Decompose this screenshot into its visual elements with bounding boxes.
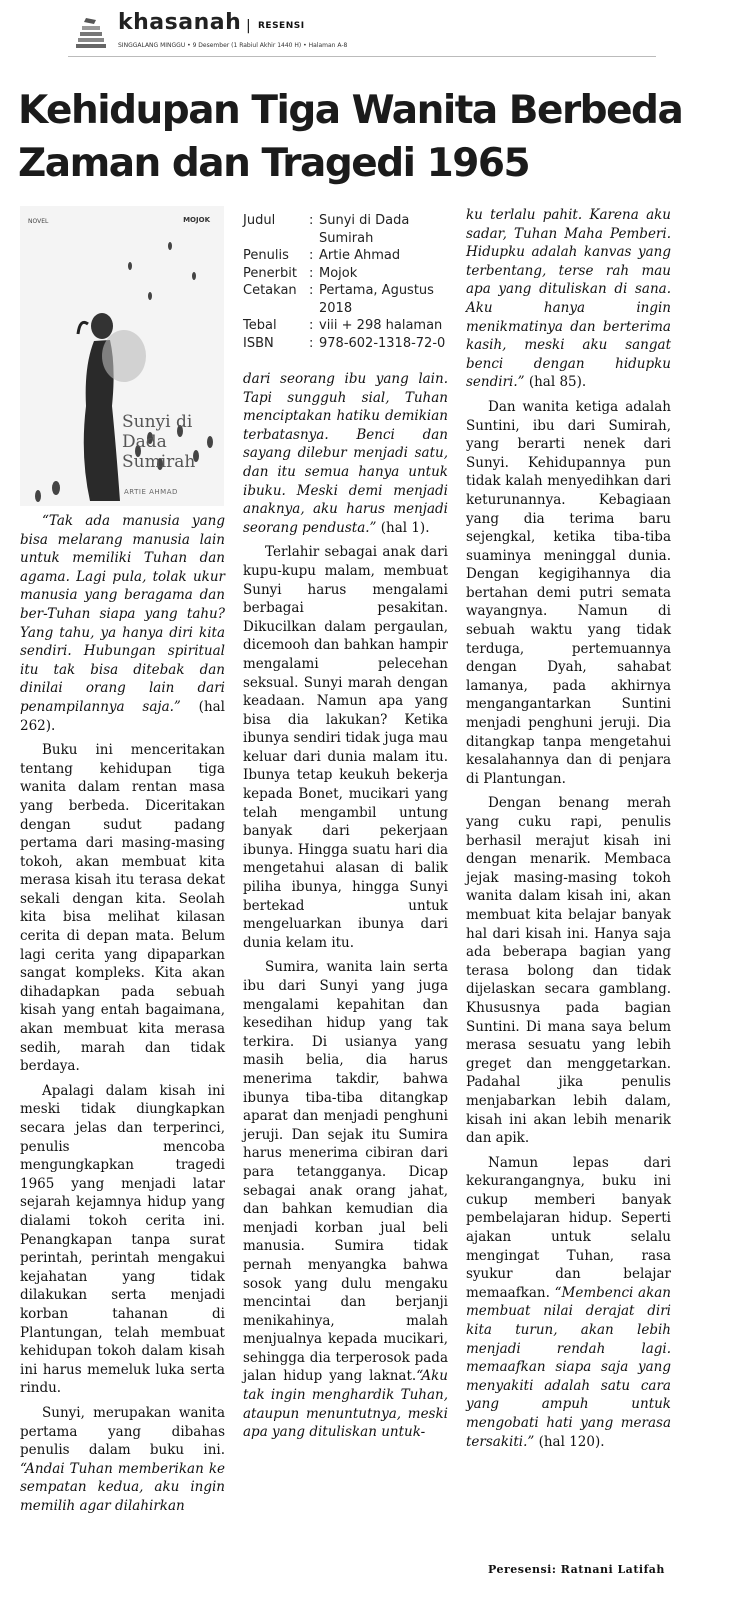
paragraph-text: Sumira, wanita lain serta ibu dari Sunyi yang juga mengalami kepahitan dan kesedihan hidup yang tak terkira. Di usianya yang masih belia, dia harus menerima takdir, bahwa ibunya tiba-tiba ditangkap aparat dan menjadi penghuni jeruji. Dan sejak itu Sumira harus menerima cibiran dari para tetangganya. Dicap sebagai anak orang jahat, dan bahkan kemudian dia menjadi korban jual beli manusia. Sumira tidak pernah menyangka bahwa sosok yang dulu mengaku mencintai dan berjanji menikahinya, malah menjualnya kepada mucikari, sehingga dia terperosok pada jalan hidup yang laknat.	[243, 959, 448, 1385]
header-separator: |	[246, 18, 251, 34]
quote: “Tak ada manusia yang bisa melarang manusia lain untuk memiliki Tuhan dan agama. Lagi pula, tolak ukur manusia yang beragama dan ber-Tuhan siapa yang tahu? Yang tahu, ya hanya diri kita sendiri. Hubungan spiritual itu tak bisa ditebak dan dinilai orang lain dari penampilannya saja.”	[20, 513, 225, 715]
info-row: Penerbit : Mojok	[243, 265, 358, 281]
quote: dari seorang ibu yang lain. Tapi sungguh sial, Tuhan menciptakan hatiku demikian terbatasnya. Benci dan sayang dilebur menjadi satu, dan itu semua hanya untuk ibuku. Meski demi menjadi anaknya, aku harus menjadi seorang pendusta.”	[243, 371, 448, 536]
info-value: Pertama, Agustus 2018	[319, 283, 434, 316]
paragraph: Terlahir sebagai anak dari kupu-kupu malam, membuat Sunyi harus mengalami berbagai pesakitan. Dikucilkan dalam pergaulan, dicemooh dan bahkan hampir mengalami pelecehan seksual. Sunyi marah dengan keadaan. Namun apa yang bisa dia lakukan? Ketika ibunya sendiri tidak juga mau keluar dari dunia malam itu. Ibunya tetap keukuh bekerja kepada Bonet, mucikari yang telah mengambil untung banyak dari pekerjaan ibunya. Hingga suatu hari dia mengetahui alasan di balik piliha ibunya, hingga Sunyi bertekad untuk mengeluarkan ibunya dari dunia kelam itu.	[243, 544, 448, 951]
quote: “Aku tak ingin menghardik Tuhan, ataupun menuntutnya, meski apa yang dituliskan untuk-	[243, 1368, 448, 1441]
info-label: Judul	[243, 213, 276, 228]
info-row: Tebal : viii + 298 halaman	[243, 318, 443, 333]
cover-author: ARTIE AHMAD	[124, 488, 178, 496]
cover-publisher: MOJOK	[183, 216, 210, 224]
info-value: Sunyi di Dada Sumirah	[319, 213, 410, 246]
info-row: Cetakan : Pertama, Agustus 2018	[243, 282, 448, 317]
paragraph: Dan wanita ketiga adalah Suntini, ibu dari Sumirah, yang berarti nenek dari Sunyi. Kehidupannya pun tidak kalah menyedihkan dari keturunannya. Kebagiaan yang dia terima baru sejengkal, ketika tiba-tiba suaminya meninggal dunia. Dengan kegigihannya dia bertahan demi putri semata wayangnya. Namun di sebuah waktu yang tidak terduga, pertemuannya dengan Dyah, sahabat lamanya, pada akhirnya mengangantarkan Suntini menjadi penghuni jeruji. Dia ditangkap tanpa mengetahui kesalahannya dan di penjara di Plantungan.	[466, 398, 671, 787]
info-value: Mojok	[319, 265, 358, 281]
paragraph	[243, 958, 448, 1441]
info-label: Penulis	[243, 248, 289, 263]
paragraph	[243, 370, 448, 537]
info-label: Cetakan	[243, 283, 297, 298]
paragraph	[466, 206, 671, 392]
info-value: 978-602-1318-72-0	[319, 335, 446, 351]
paragraph-text: Namun lepas dari kekurangangnya, buku ini cukup memberi banyak pembelajaran hidup. Seperti ajakan untuk selalu mengingat Tuhan, rasa syukur dan belajar memaafkan.	[466, 1154, 671, 1301]
headline: Kehidupan Tiga Wanita Berbeda Zaman dan Tragedi 1965	[18, 88, 683, 186]
book-cover-image	[20, 206, 224, 506]
citation: (hal 1).	[376, 519, 430, 536]
info-value: viii + 298 halaman	[319, 318, 443, 333]
info-value: Artie Ahmad	[319, 248, 401, 263]
paragraph	[20, 1404, 225, 1516]
info-row: Judul : Sunyi di Dada Sumirah	[243, 212, 448, 247]
info-label: Tebal	[243, 318, 277, 333]
info-label: ISBN	[243, 335, 274, 351]
paragraph-text: Sunyi, merupakan wanita pertama yang dibahas penulis dalam buku ini.	[20, 1404, 225, 1459]
cover-label: NOVEL	[28, 218, 49, 225]
paragraph	[20, 512, 225, 735]
citation: (hal 120).	[534, 1433, 605, 1450]
article-column-1	[20, 512, 225, 1515]
quote: ku terlalu pahit. Karena aku sadar, Tuhan Maha Pemberi. Hidupku adalah kanvas yang terbentang, terse rah mau apa yang dituliskan di sana. Aku hanya ingin menikmatinya dan berterima kasih, meski aku sangat benci dengan hidupku sendiri.”	[466, 207, 671, 391]
info-row: Penulis : Artie Ahmad	[243, 248, 401, 263]
citation: (hal 85).	[524, 374, 587, 391]
issue-line: SINGGALANG MINGGU • 9 Desember (1 Rabiul Akhir 1440 H) • Halaman A-8	[118, 42, 348, 49]
paragraph	[466, 1154, 671, 1452]
reviewer-credit: Peresensi: Ratnani Latifah	[488, 1563, 665, 1576]
quote: “Membenci akan membuat nilai derajat diri kita turun, akan lebih menjadi rendah lagi. memaafkan siapa saja yang menyakiti adalah satu cara yang ampuh untuk mengobati hati yang merasa tersakiti.”	[466, 1284, 671, 1450]
info-label: Penerbit	[243, 265, 297, 281]
paragraph: Buku ini menceritakan tentang kehidupan tiga wanita dalam rentan masa yang berbeda. Diceritakan dengan sudut padang pertama dari masing-masing tokoh, akan membuat kita merasa kisah itu terasa dekat sekali dengan kita. Seolah kita bisa melihat kilasan cerita di depan mata. Belum lagi cerita yang dipaparkan sangat kompleks. Kita akan dihadapkan pada sebuah kisah yang entah bagaimana, akan membuat kita merasa sedih, marah dan tidak berdaya.	[20, 742, 225, 1075]
book-stack-logo-icon	[72, 16, 110, 50]
citation: (hal 262).	[20, 698, 226, 734]
paragraph: Apalagi dalam kisah ini meski tidak diungkapkan secara jelas dan terperinci, penulis mencoba mengungkapkan tragedi 1965 yang menjadi latar sejarah kejamnya hidup yang dialami tokoh cerita ini. Penangkapan tanpa surat perintah, perintah mengakui kejahatan yang tidak dilakukan serta menjadi korban tahanan di Plantungan, telah membuat kehidupan tokoh dalam kisah ini harus memeluk luka serta rindu.	[20, 1082, 225, 1397]
quote: “Andai Tuhan memberikan ke sempatan kedua, aku ingin memilih agar dilahirkan	[20, 1460, 225, 1514]
cover-title: Sunyi di Dada Sumirah	[122, 412, 196, 472]
info-row: ISBN : 978-602-1318-72-0	[243, 335, 446, 351]
page-header	[0, 0, 738, 60]
article-column-2	[243, 370, 448, 1442]
paragraph: Dengan benang merah yang cuku rapi, penulis berhasil merajut kisah ini dengan menarik. Membaca jejak masing-masing tokoh wanita dalam kisah ini, akan membuat kita belajar banyak hal dari kisah ini. Hanya saja ada beberapa bagian yang terasa bolong dan tidak dijelaskan secara gamblang. Khususnya pada bagian Suntini. Di mana saya belum merasa sesuatu yang lebih greget dan menggetarkan. Padahal jika penulis menjabarkan lebih dalam, kisah ini akan lebih menarik dan apik.	[466, 795, 671, 1147]
section-label: RESENSI	[258, 21, 305, 31]
header-rule	[68, 56, 656, 57]
book-info-table	[243, 212, 448, 352]
article-column-3	[466, 206, 671, 1451]
brand-name: khasanah	[118, 10, 242, 35]
